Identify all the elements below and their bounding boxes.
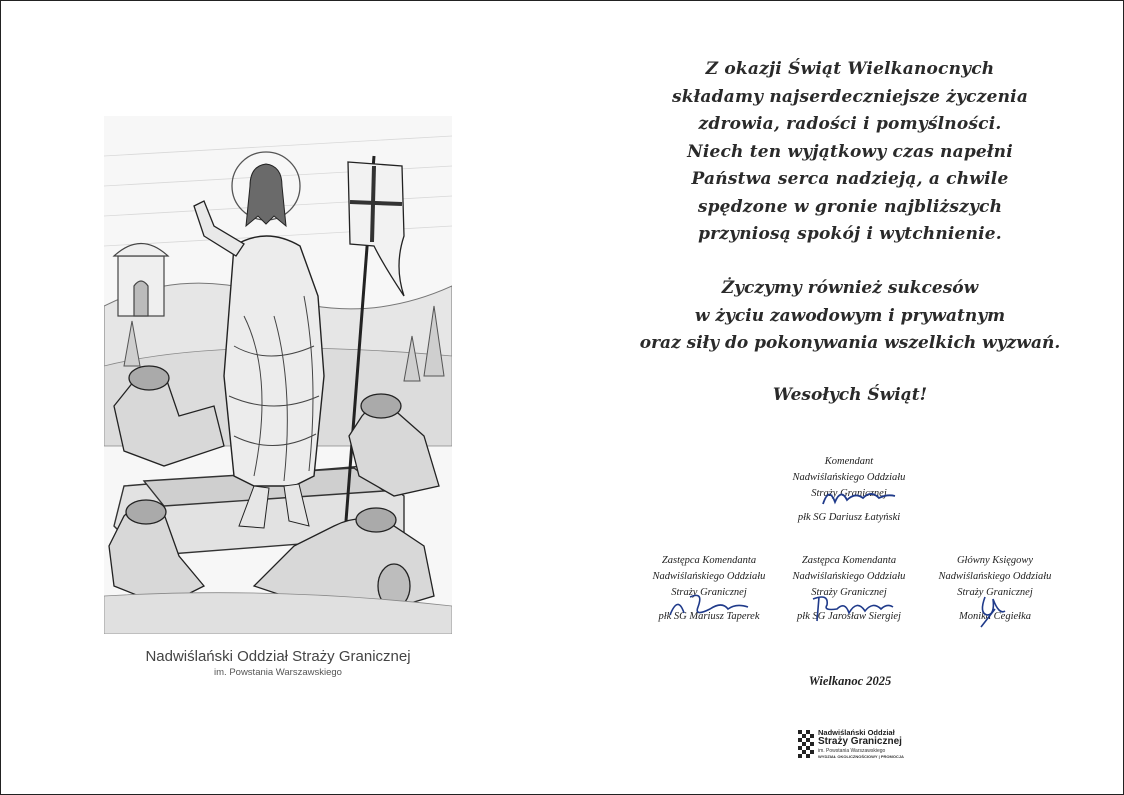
logo-line-3: im. Powstania Warszawskiego: [818, 748, 886, 754]
greeting-line: Z okazji Świąt Wielkanocnych: [705, 59, 995, 79]
signature-title: Nadwiślańskiego Oddziału: [938, 571, 1052, 582]
signature-name: płk SG Dariusz Łatyński: [797, 512, 901, 523]
signature-title: Nadwiślańskiego Oddziału: [792, 472, 906, 483]
handwritten-signature-icon: [819, 484, 899, 512]
signature-title: Nadwiślańskiego Oddziału: [792, 571, 906, 582]
signature-title: Straży Granicznej: [671, 587, 747, 598]
signature-title: Zastępca Komendanta: [661, 555, 757, 566]
logo-line-2: Straży Granicznej: [818, 736, 902, 747]
signature-block-commandant: [764, 454, 934, 526]
signature-title: Komendant: [824, 456, 874, 467]
closing-text: Wesołych Świąt!: [772, 385, 928, 405]
signature-name: płk SG Jarosław Siergiej: [797, 611, 901, 622]
signature-title: Zastępca Komendanta: [801, 555, 897, 566]
org-name: Nadwiślański Oddział Straży Granicznej: [145, 648, 411, 665]
signature-block-accountant: [910, 553, 1080, 625]
greeting-line: Państwa serca nadzieją, a chwile: [691, 169, 1009, 189]
signature-block-deputy-2: [764, 553, 934, 625]
date-label: Wielkanoc 2025: [808, 674, 892, 688]
handwritten-signature-icon: [809, 591, 899, 625]
wishes-line: oraz siły do pokonywania wszelkich wyzwań.: [639, 333, 1061, 353]
signature-name: płk SG Mariusz Taperek: [658, 611, 760, 622]
greeting-line: składamy najserdeczniejsze życzenia: [671, 86, 1029, 107]
wishes-line: w życiu zawodowym i prywatnym: [694, 305, 1006, 326]
wishes-text: [600, 275, 1100, 358]
signature-name: Monika Cegiełka: [958, 611, 1032, 622]
signature-title: Główny Księgowy: [956, 555, 1034, 566]
signature-title: Straży Granicznej: [811, 488, 887, 499]
org-logo: [798, 728, 918, 762]
greeting-line: Niech ten wyjątkowy czas napełni: [687, 141, 1013, 162]
org-subtitle: im. Powstania Warszawskiego: [214, 667, 342, 678]
signature-title: Straży Granicznej: [811, 587, 887, 598]
wishes-line: Życzymy również sukcesów: [721, 278, 979, 298]
handwritten-signature-icon: [664, 589, 754, 619]
logo-line-4: WYDZIAŁ OKOLICZNOŚCIOWY | PROMOCJA: [818, 754, 904, 759]
greeting-line: przyniosą spokój i wytchnienie.: [698, 224, 1002, 244]
signature-title: Straży Granicznej: [957, 587, 1033, 598]
greeting-line: zdrowia, radości i pomyślności.: [698, 114, 1002, 134]
greeting-text: [600, 56, 1100, 249]
resurrection-illustration: [104, 116, 452, 634]
handwritten-signature-icon: [965, 589, 1025, 629]
greeting-line: spędzone w gronie najbliższych: [697, 196, 1003, 217]
checkered-logo-icon: [798, 730, 814, 758]
logo-line-1: Nadwiślański Oddział: [818, 728, 895, 737]
signature-title: Nadwiślańskiego Oddziału: [652, 571, 766, 582]
